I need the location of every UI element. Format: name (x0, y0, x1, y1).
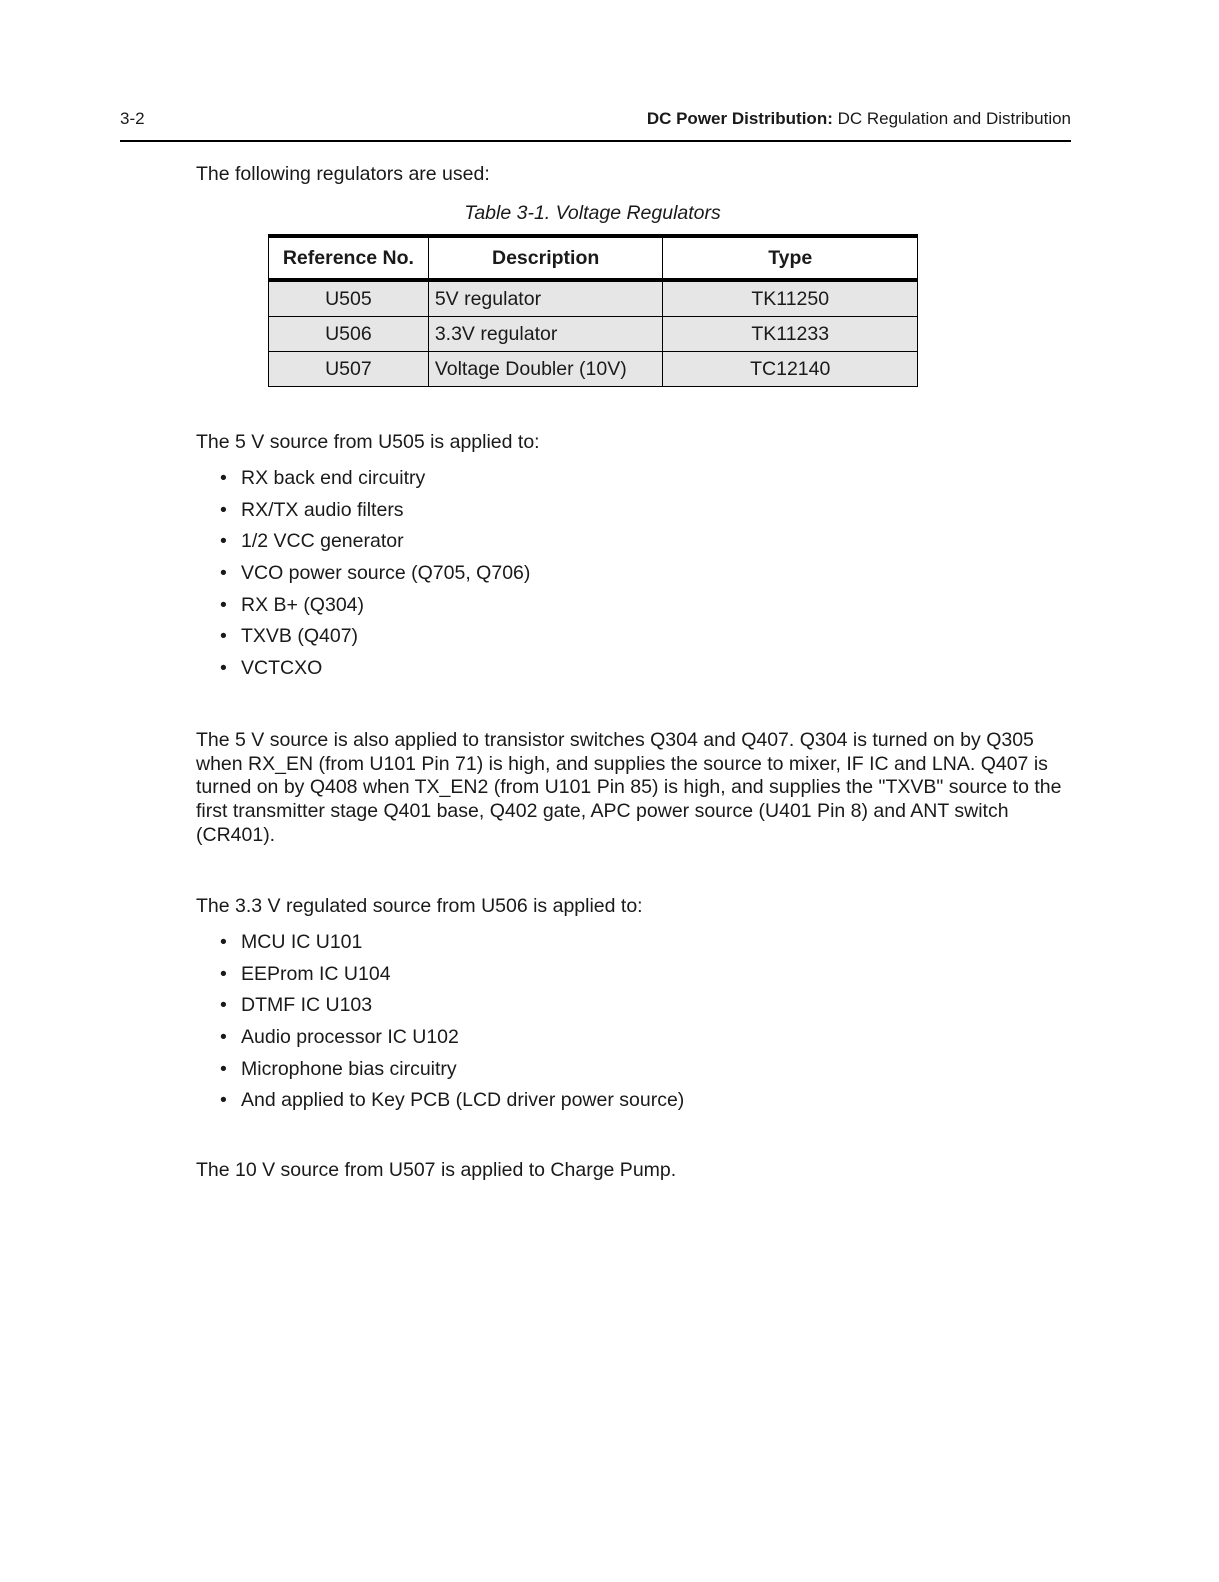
bullet-glyph: • (220, 1089, 227, 1112)
bullet-glyph: • (220, 593, 227, 616)
cell-type: TC12140 (663, 352, 918, 387)
bullet-glyph: • (220, 931, 227, 953)
list-item-text: Microphone bias circuitry (241, 1057, 457, 1080)
list-item (220, 530, 530, 562)
bullet-glyph: • (220, 962, 227, 985)
list-item-text: EEProm IC U104 (241, 962, 391, 985)
cell-reference: U507 (269, 352, 429, 387)
table-header-row (269, 236, 918, 280)
list-item (220, 657, 530, 689)
table-row (269, 317, 918, 352)
section-title-rest: DC Regulation and Distribution (832, 109, 1071, 128)
section-title-bold: DC Power Distribution: (646, 109, 833, 128)
table-caption: Table 3-1. Voltage Regulators (464, 202, 721, 224)
header-rule (120, 140, 1071, 142)
cell-description: Voltage Doubler (10V) (428, 352, 663, 387)
bullet-glyph: • (220, 657, 227, 680)
cell-description: 3.3V regulator (428, 317, 663, 352)
bullet-glyph: • (220, 1026, 227, 1049)
bullet-glyph: • (220, 467, 227, 489)
list-item-text: RX/TX audio filters (241, 498, 404, 521)
three-volt-lead: The 3.3 V regulated source from U506 is applied to: (196, 895, 643, 917)
bullet-glyph: • (220, 498, 227, 521)
list-item (220, 1089, 684, 1121)
table-row (269, 280, 918, 317)
column-header-type: Type (663, 236, 918, 280)
list-item (220, 963, 684, 995)
section-title (647, 108, 1071, 130)
list-item (220, 499, 530, 531)
list-item-text: VCO power source (Q705, Q706) (241, 562, 531, 585)
list-item (220, 994, 684, 1026)
voltage-regulators-table (268, 234, 918, 387)
column-header-reference: Reference No. (269, 236, 429, 280)
list-item (220, 562, 530, 594)
list-item-text: And applied to Key PCB (LCD driver power source) (241, 1089, 685, 1112)
list-item-text: MCU IC U101 (241, 931, 363, 953)
list-item-text: Audio processor IC U102 (241, 1026, 459, 1049)
transistor-switch-paragraph: The 5 V source is also applied to transistor switches Q304 and Q407. Q304 is turned on by Q305 when RX_EN (from U101 Pin 71) is high, and supplies the source to mixer, IF IC and LNA. Q407 is turned on by Q408 when TX_EN2 (from U101 Pin 85) is high, and supplies the "TXVB" source to the first transmitter stage Q401 base, Q402 gate, APC power source (U401 Pin 8) and ANT switch (CR401). (196, 729, 1062, 846)
closing-text: The 10 V source from U507 is applied to Charge Pump. (196, 1159, 677, 1181)
cell-description: 5V regulator (428, 280, 663, 317)
three-volt-list (220, 931, 684, 1121)
list-item (220, 1058, 684, 1090)
list-item (220, 467, 530, 499)
list-item-text: VCTCXO (241, 657, 323, 680)
list-item (220, 594, 530, 626)
bullet-glyph: • (220, 562, 227, 585)
cell-type: TK11233 (663, 317, 918, 352)
five-volt-lead: The 5 V source from U505 is applied to: (196, 431, 540, 453)
column-header-description: Description (428, 236, 663, 280)
list-item-text: RX B+ (Q304) (241, 593, 365, 616)
bullet-glyph: • (220, 530, 227, 553)
list-item-text: RX back end circuitry (241, 467, 426, 489)
cell-reference: U505 (269, 280, 429, 317)
list-item-text: 1/2 VCC generator (241, 530, 404, 553)
list-item (220, 1026, 684, 1058)
intro-text: The following regulators are used: (196, 163, 490, 185)
cell-type: TK11250 (663, 280, 918, 317)
bullet-glyph: • (220, 625, 227, 648)
list-item-text: TXVB (Q407) (241, 625, 359, 648)
list-item-text: DTMF IC U103 (241, 994, 373, 1017)
cell-reference: U506 (269, 317, 429, 352)
page-header (120, 108, 1071, 134)
bullet-glyph: • (220, 994, 227, 1017)
list-item (220, 625, 530, 657)
list-item (220, 931, 684, 963)
bullet-glyph: • (220, 1057, 227, 1080)
table-row (269, 352, 918, 387)
page-number: 3-2 (120, 109, 145, 128)
five-volt-list (220, 467, 530, 689)
